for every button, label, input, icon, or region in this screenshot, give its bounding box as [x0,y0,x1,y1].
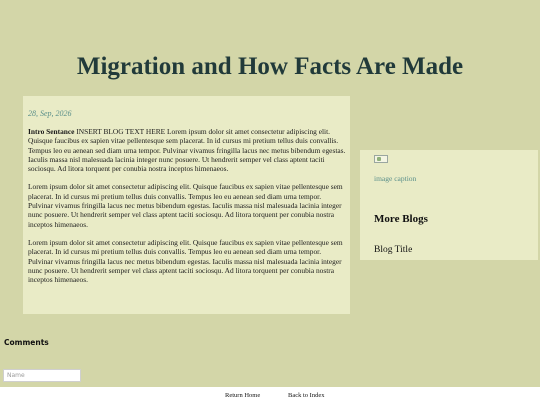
footer [0,387,540,405]
post-date: 28, Sep, 2026 [28,109,72,118]
post-paragraph-3: Lorem ipsum dolor sit amet consectetur adipiscing elit. Quisque faucibus ex sapien vitae pellentesque sem placerat. In id cursus mi pretium tellus duis convallis. Tempus leo eu aenean sed diam urna tempor. Pulvinar vivamus fringilla lacus nec metus bibendum egestas. Iaculis massa nisl malesuada lacinia integer nunc posuere. Ut hendrerit semper vel class aptent taciti sociosqu. Ad litora torquent per conubia nostra inceptos himenaeos. [28,237,343,285]
sidebar [360,150,538,260]
blog-title-link[interactable]: Blog Title [374,245,413,255]
post-body [28,127,346,293]
post-paragraph-1-text: INSERT BLOG TEXT HERE Lorem ipsum dolor sit amet consectetur adipiscing elit. Quisque faucibus ex sapien vitae pellentesque sem placerat. In id cursus mi pretium tellus duis convallis. Tempus leo eu aenean sed diam urna tempor. Pulvinar vivamus fringilla lacus nec metus bibendum egestas. Iaculis massa nisl malesuada lacinia integer nunc posuere. Ut hendrerit semper vel class aptent taciti sociosqu. Ad litora torquent per conubia nostra inceptos himenaeos. [28,127,346,174]
image-caption: image caption [374,174,417,183]
post-paragraph-1 [28,127,346,173]
back-to-index-link[interactable]: Back to Index [288,392,325,399]
return-home-link[interactable]: Return Home [225,392,261,399]
more-blogs-heading: More Blogs [374,213,428,225]
intro-sentence-label: Intro Sentance [28,127,75,136]
broken-image-icon [374,155,388,163]
post-paragraph-2: Lorem ipsum dolor sit amet consectetur adipiscing elit. Quisque faucibus ex sapien vitae pellentesque sem placerat. In id cursus mi pretium tellus duis convallis. Tempus leo eu aenean sed diam urna tempor. Pulvinar vivamus fringilla lacus nec metus bibendum egestas. Iaculis massa nisl malesuada lacinia integer nunc posuere. Ut hendrerit semper vel class aptent taciti sociosqu. Ad litora torquent per conubia nostra inceptos himenaeos. [28,182,343,229]
blog-post [23,96,350,314]
page-title: Migration and How Facts Are Made [76,52,464,80]
comments-heading: Comments [4,338,49,347]
name-input[interactable] [3,369,81,382]
